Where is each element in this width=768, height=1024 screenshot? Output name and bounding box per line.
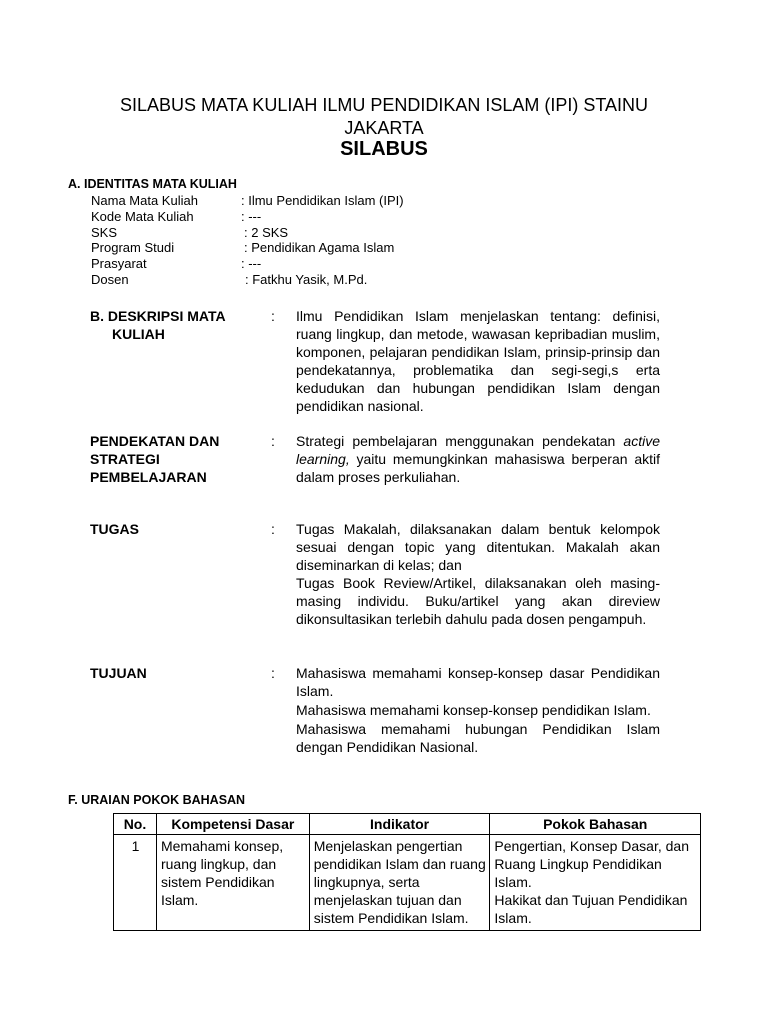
deskripsi-colon: : (271, 308, 275, 324)
deskripsi-heading-line: KULIAH (112, 326, 165, 342)
identity-label: SKS (91, 224, 118, 240)
tujuan-text (296, 664, 660, 756)
column-header-pokok: Pokok Bahasan (490, 814, 701, 835)
pendekatan-heading (90, 432, 262, 486)
deskripsi-paragraph: Ilmu Pendidikan Islam menjelaskan tentang: definisi, ruang lingkup, dan metode, wawasan kepribadian muslim, komponen, pelajaran pendidikan Islam, prinsip-prinsip dan pendekatannya, problematika dan segi-segi,s erta kedudukan dan hubungan pendidikan Islam dengan pendidikan nasional. (296, 308, 660, 414)
pendekatan-colon: : (271, 433, 275, 449)
tujuan-item: Mahasiswa memahami konsep-konsep pendidikan Islam. (296, 702, 651, 718)
deskripsi-heading (90, 307, 262, 343)
cell-pokok-line: Hakikat dan Tujuan Pendidikan Islam. (494, 892, 688, 926)
identity-value: : 2 SKS (244, 224, 289, 240)
pendekatan-paragraph (296, 432, 660, 486)
deskripsi-heading-line: B. DESKRIPSI MATA (90, 308, 226, 324)
tugas-colon: : (271, 521, 275, 537)
table-header-row (114, 814, 701, 835)
document-title: SILABUS MATA KULIAH ILMU PENDIDIKAN ISLAM (IPI) STAINU JAKARTA (119, 95, 649, 138)
pendekatan-heading-line: PENDEKATAN DAN (90, 433, 220, 449)
identity-value: : Ilmu Pendidikan Islam (IPI) (241, 193, 404, 208)
table-row (114, 835, 701, 931)
identity-label: Prasyarat (91, 256, 147, 272)
pendekatan-text-start: Strategi pembelajaran menggunakan pendekatan (296, 433, 624, 449)
column-header-no: No. (114, 814, 157, 835)
pendekatan-text (296, 432, 660, 486)
column-header-indikator: Indikator (309, 814, 490, 835)
tujuan-item: Mahasiswa memahami konsep-konsep dasar Pendidikan Islam. (296, 665, 660, 699)
pendekatan-heading-line: PEMBELAJARAN (90, 469, 207, 485)
tugas-heading: TUGAS (90, 521, 139, 537)
column-header-kompetensi: Kompetensi Dasar (156, 814, 309, 835)
cell-pokok-line: Pengertian, Konsep Dasar, dan Ruang Lingkup Pendidikan Islam. (494, 838, 689, 890)
identity-label: Dosen (91, 271, 129, 287)
identity-value: : Fatkhu Yasik, M.Pd. (245, 271, 368, 287)
document-subtitle: SILABUS (340, 138, 428, 160)
cell-kompetensi: Memahami konsep, ruang lingkup, dan sistem Pendidikan Islam. (156, 835, 309, 931)
tugas-item: Tugas Makalah, dilaksanakan dalam bentuk kelompok sesuai dengan topic yang ditentukan. Makalah akan diseminarkan di kelas; dan (296, 521, 660, 573)
tugas-text (296, 520, 660, 628)
identity-label: Program Studi (91, 240, 175, 256)
section-a-heading: A. IDENTITAS MATA KULIAH (68, 177, 237, 191)
identity-value: : --- (241, 208, 262, 224)
identity-label: Nama Mata Kuliah (91, 193, 198, 208)
cell-indikator: Menjelaskan pengertian pendidikan Islam dan ruang lingkupnya, serta menjelaskan tujuan dan sistem Pendidikan Islam. (309, 835, 490, 931)
pendekatan-heading-line: STRATEGI (90, 451, 160, 467)
tujuan-heading: TUJUAN (90, 665, 147, 681)
identity-value: : --- (241, 256, 262, 272)
cell-no: 1 (114, 835, 157, 931)
cell-pokok (490, 835, 701, 931)
pendekatan-text-italic: active learning, (296, 433, 660, 467)
tujuan-item: Mahasiswa memahami hubungan Pendidikan Islam dengan Pendidikan Nasional. (296, 721, 660, 755)
identity-label: Kode Mata Kuliah (91, 208, 194, 224)
pokok-bahasan-table (113, 813, 701, 931)
identity-value: : Pendidikan Agama Islam (244, 240, 395, 256)
pendekatan-text-end: yaitu memungkinkan mahasiswa berperan aktif dalam proses perkuliahan. (296, 451, 660, 485)
deskripsi-text (296, 307, 660, 415)
tugas-item: Tugas Book Review/Artikel, dilaksanakan oleh masing-masing individu. Buku/artikel yang akan direview dikonsultasikan terlebih dahulu pada dosen pengampuh. (296, 575, 660, 627)
tujuan-colon: : (271, 665, 275, 681)
section-f-heading: F. URAIAN POKOK BAHASAN (68, 793, 246, 807)
